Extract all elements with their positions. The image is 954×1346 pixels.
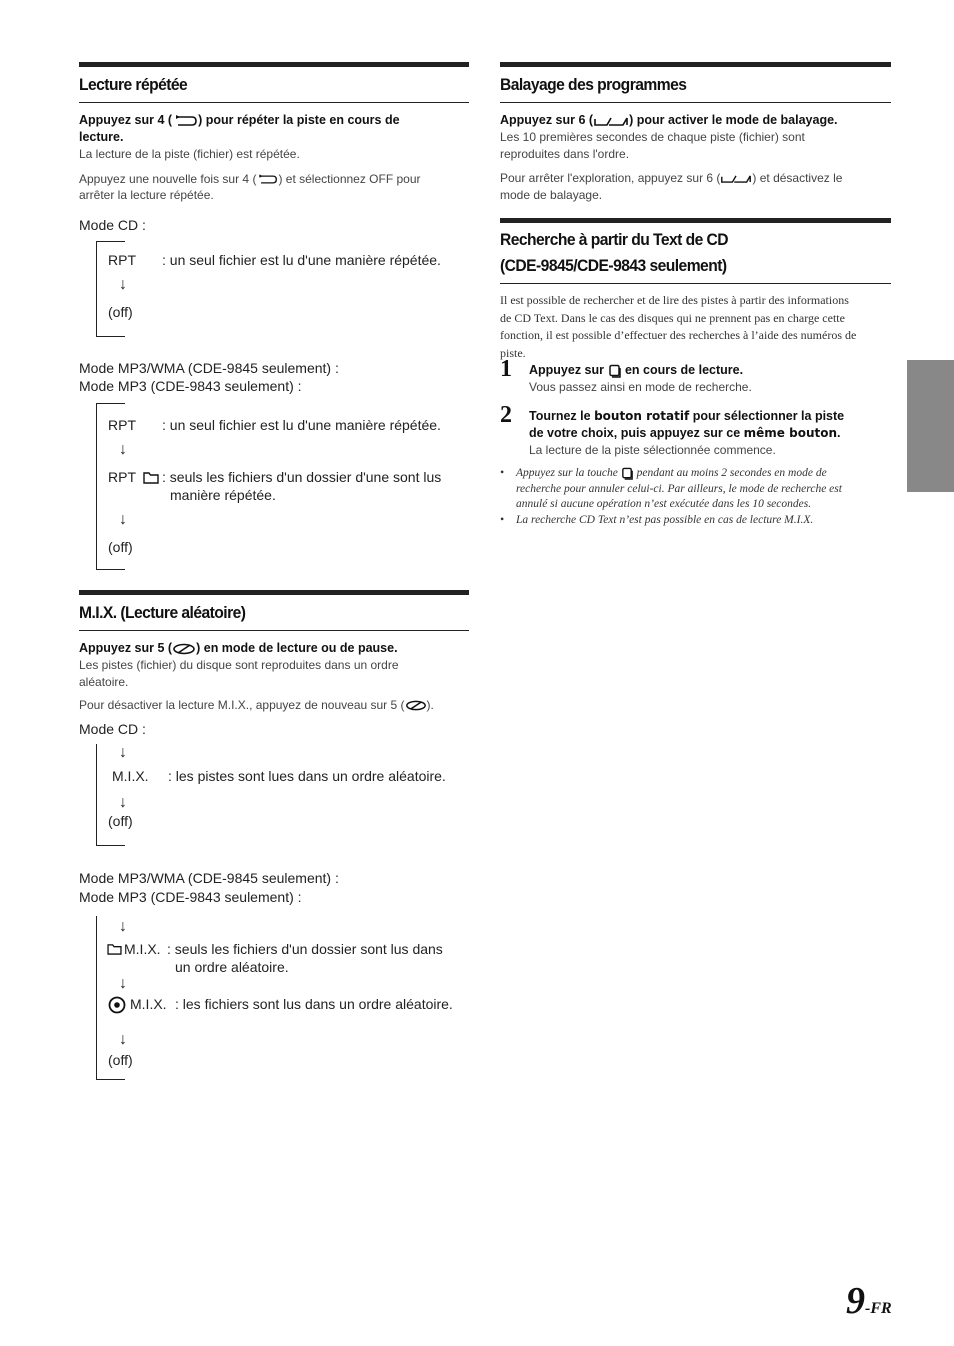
scan-stop-a: Pour arrêter l'exploration, appuyez sur 6 (: [500, 171, 721, 185]
note-1-c: recherche pour annuler celui-ci. Par ailleurs, le mode de recherche est: [516, 482, 842, 495]
repeat-again-a: Appuyez une nouvelle fois sur 4 (: [79, 171, 257, 186]
repeat-again-b: ) et sélectionnez OFF pour: [278, 171, 421, 186]
section-title-scan: Balayage des programmes: [500, 75, 687, 94]
scan-stop-b: ) et désactivez le: [752, 171, 843, 185]
scan-instr-a: Appuyez sur: [500, 113, 579, 127]
folder-icon-mix: [107, 943, 122, 955]
page-number: [846, 1279, 892, 1323]
repeat-mp3-arrow-2: ↓: [119, 511, 127, 528]
repeat-mode-mp3-a: Mode MP3/WMA (CDE-9845 seulement) :: [79, 360, 339, 376]
step-1-a: Appuyez sur: [529, 363, 608, 377]
search-intro: [500, 292, 891, 362]
section-title-search-b: (CDE-9845/CDE-9843 seulement): [500, 256, 727, 275]
scan-stop-c: mode de balayage.: [500, 187, 603, 202]
step-2-same: même bouton: [743, 426, 838, 440]
repeat-instr-c: lecture.: [79, 130, 124, 144]
mix-mp3-disc-desc: : les fichiers sont lus dans un ordre aléatoire.: [175, 996, 453, 1012]
repeat-key: 4: [157, 113, 165, 127]
mix-mp3-off: (off): [108, 1052, 133, 1068]
repeat-again: [79, 171, 469, 204]
right-column: [500, 62, 891, 362]
repeat-mode-cd-label: Mode CD :: [79, 217, 146, 233]
section-header-scan: [500, 62, 891, 103]
note-2-bullet: •: [500, 514, 505, 526]
mix-desc-b: aléatoire.: [79, 674, 129, 689]
repeat-mp3-folder-desc-a: : seuls les fichiers d'un dossier d'une sont lus: [162, 469, 442, 485]
mix-key: 5: [157, 641, 165, 655]
mix-mp3-arrow-2: ↓: [119, 975, 127, 992]
search-intro-2: de CD Text. Dans le cas des disques qui ne prennent pas en charge cette: [500, 310, 845, 325]
step-1-desc: Vous passez ainsi en mode de recherche.: [529, 380, 752, 394]
mix-cd-arrow-2: ↓: [119, 794, 127, 811]
scan-key: 6: [578, 113, 586, 127]
mix-desc: [79, 657, 469, 690]
repeat-cd-rpt: RPT: [108, 252, 136, 268]
repeat-mp3-folder-desc-b: manière répétée.: [170, 487, 276, 503]
step-1-text: [529, 362, 743, 379]
search-intro-4: piste.: [500, 345, 526, 360]
page-number-digit: 9: [846, 1280, 865, 1322]
disc-icon: [108, 996, 126, 1014]
mix-cd-mix-desc: : les pistes sont lues dans un ordre aléatoire.: [168, 768, 446, 784]
section-title-search-a: Recherche à partir du Text de CD: [500, 230, 729, 249]
section-title-repeat: Lecture répétée: [79, 75, 188, 94]
page-number-suffix: -FR: [865, 1300, 892, 1317]
step-2-number: 2: [500, 402, 512, 428]
mix-mp3-folder-desc-a: : seuls les fichiers d'un dossier sont lus dans: [167, 941, 443, 957]
mix-deactivate: [79, 697, 469, 714]
repeat-cd-off: (off): [108, 304, 133, 320]
search-intro-3: fonction, il est possible d’effectuer des recherches à l’aide des numéros de: [500, 328, 857, 342]
mix-instr-a: Appuyez sur: [79, 641, 158, 655]
mix-mode-cd-label: Mode CD :: [79, 721, 146, 737]
step-2-text: [529, 408, 891, 442]
mix-cd-mix: M.I.X.: [112, 768, 149, 784]
repeat-instr-b: pour répéter la piste en cours de: [202, 113, 400, 127]
left-column: [79, 62, 469, 204]
shuffle-icon: [172, 643, 196, 655]
repeat-mp3-off: (off): [108, 539, 133, 555]
repeat-mp3-bracket: [96, 403, 97, 570]
scan-instr-b: pour activer le mode de balayage.: [633, 113, 838, 127]
repeat-mp3-arrow-1: ↓: [119, 441, 127, 458]
note-1-a: Appuyez sur la touche: [516, 467, 621, 479]
mix-mode-mp3-a: Mode MP3/WMA (CDE-9845 seulement) :: [79, 870, 339, 886]
folder-icon: [143, 471, 159, 484]
scan-desc-a: Les 10 premières secondes de chaque piste (fichier) sont: [500, 130, 805, 144]
search-key-icon: [608, 364, 622, 378]
mix-mp3-arrow-3: ↓: [119, 1031, 127, 1048]
mix-mp3-arrow-1: ↓: [119, 918, 127, 935]
side-tab-marker: [907, 360, 954, 492]
mix-mp3-folder-desc-b: un ordre aléatoire.: [175, 959, 289, 975]
shuffle-icon-small: [405, 700, 427, 711]
mix-deact-a: Pour désactiver la lecture M.I.X., appuyez de nouveau sur 5 (: [79, 698, 405, 712]
note-2: La recherche CD Text n’est pas possible en cas de lecture M.I.X.: [516, 514, 814, 526]
repeat-again-c: arrêter la lecture répétée.: [79, 188, 214, 202]
section-header-mix: [79, 590, 469, 631]
mix-instr-b: en mode de lecture ou de pause.: [200, 641, 398, 655]
note-1-bullet: •: [500, 467, 505, 479]
search-key-icon-note: [621, 467, 634, 480]
mix-desc-a: Les pistes (fichier) du disque sont reproduites dans un ordre: [79, 658, 399, 672]
scan-desc-b: reproduites dans l'ordre.: [500, 146, 630, 161]
step-2-desc: La lecture de la piste sélectionnée commence.: [529, 443, 776, 457]
repeat-icon: [172, 115, 198, 127]
mix-cd-bracket: [96, 744, 97, 846]
scan-icon: [593, 115, 629, 127]
repeat-mp3-rpt-folder: RPT: [108, 469, 136, 485]
step-2-c: de votre choix, puis appuyez sur ce: [529, 426, 744, 440]
note-1-b: pendant au moins 2 secondes en mode de: [633, 467, 827, 479]
section-header-repeat: [79, 62, 469, 103]
repeat-cd-arrow: ↓: [119, 276, 127, 293]
mix-cd-off: (off): [108, 813, 133, 829]
note-1-d: annulé si aucune opération n’est exécutée dans les 10 secondes.: [516, 498, 812, 510]
mix-mp3-bracket: [96, 916, 97, 1080]
step-2-knob: bouton rotatif: [594, 409, 690, 423]
step-1-number: 1: [500, 356, 512, 382]
step-2-a: Tournez le: [529, 409, 595, 423]
repeat-desc: La lecture de la piste (fichier) est répétée.: [79, 147, 300, 161]
step-2-b: pour sélectionner la piste: [689, 409, 845, 423]
repeat-cd-rpt-desc: : un seul fichier est lu d'une manière répétée.: [162, 252, 441, 268]
repeat-mp3-rpt: RPT: [108, 417, 136, 433]
repeat-mode-mp3-b: Mode MP3 (CDE-9843 seulement) :: [79, 378, 302, 394]
section-title-mix: M.I.X. (Lecture aléatoire): [79, 603, 246, 622]
mix-instruction: Appuyez sur 5 ( ) en mode de lecture ou de pause.: [79, 641, 398, 655]
scan-instruction: Appuyez sur 6 ( ) pour activer le mode de balayage.: [500, 113, 838, 127]
repeat-mp3-rpt-desc: : un seul fichier est lu d'une manière répétée.: [162, 417, 441, 433]
repeat-instruction: Appuyez sur 4 ( ) pour répéter la piste en cours de lecture.: [79, 113, 400, 144]
step-1-b: en cours de lecture.: [621, 363, 744, 377]
search-intro-1: Il est possible de rechercher et de lire des pistes à partir des informations: [500, 293, 849, 307]
mix-section: [79, 590, 469, 714]
repeat-instr-a: Appuyez sur: [79, 113, 158, 127]
mix-mp3-disc-mix: M.I.X.: [130, 996, 167, 1012]
step-2-d: .: [837, 426, 841, 440]
scan-stop: [500, 170, 891, 203]
scan-desc: [500, 129, 891, 162]
mix-mode-mp3-b: Mode MP3 (CDE-9843 seulement) :: [79, 889, 302, 905]
mix-cd-arrow-1: ↓: [119, 744, 127, 761]
mix-mp3-folder-mix: M.I.X.: [124, 941, 161, 957]
mix-deact-b: ).: [426, 698, 434, 712]
section-header-search: [500, 218, 891, 284]
note-1: [516, 466, 892, 513]
scan-icon-small: [720, 173, 752, 184]
repeat-icon-small: [256, 174, 278, 185]
repeat-cd-bracket: [96, 241, 97, 337]
